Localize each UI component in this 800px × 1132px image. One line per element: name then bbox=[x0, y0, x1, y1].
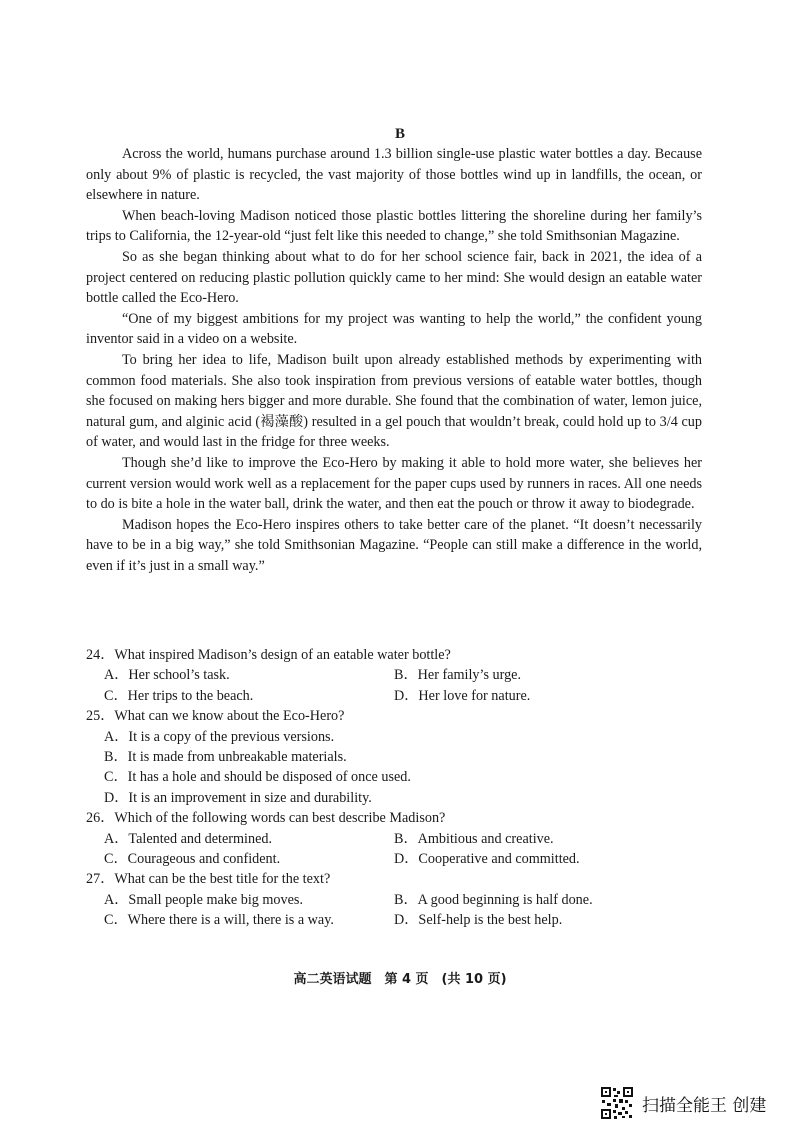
question-stem: 27．What can be the best title for the text? bbox=[86, 871, 331, 888]
passage-paragraph: So as she began thinking about what to do for her school science fair, back in 2021, the idea of a project centered on reducing plastic pollution quickly came to her mind: She would design an eatable water bottle called the Eco-Hero. bbox=[86, 248, 702, 307]
option-c[interactable]: C．Her trips to the beach. bbox=[104, 687, 254, 704]
option-group bbox=[86, 727, 702, 809]
question-25 bbox=[86, 706, 702, 808]
option-b[interactable]: B．Her family’s urge. bbox=[394, 667, 522, 684]
option-a[interactable]: A．Her school’s task. bbox=[104, 667, 230, 684]
question-stem: 25．What can we know about the Eco-Hero? bbox=[86, 708, 345, 725]
page-footer: 高二英语试题 第 4 页 (共 10 页) bbox=[293, 972, 507, 987]
passage-paragraph: To bring her idea to life, Madison built upon already established methods by experimenting with common food materials. She also took inspiration from previous versions of eatable water bottles, though she focused on making hers bigger and more durable. She found that the combination of water, lemon juice, natural gum, and alginic acid (褐藻酸) resulted in a gel pouch that wouldn’t break, could hold up to 3/4 cup of water, and would last in the fridge for three weeks. bbox=[86, 351, 702, 451]
watermark-text: 扫描全能王 创建 bbox=[642, 1095, 767, 1116]
option-a[interactable]: A．It is a copy of the previous versions. bbox=[104, 728, 335, 745]
passage-paragraph: When beach-loving Madison noticed those plastic bottles littering the shoreline during her family’s trips to California, the 12-year-old “just felt like this needed to change,” she told Smithsonian Magazine. bbox=[86, 207, 702, 245]
option-a[interactable]: A．Talented and determined. bbox=[104, 830, 273, 847]
question-26 bbox=[86, 808, 702, 869]
qr-code-icon bbox=[600, 1086, 634, 1120]
option-group bbox=[86, 829, 702, 870]
option-group bbox=[86, 890, 702, 931]
option-a[interactable]: A．Small people make big moves. bbox=[104, 891, 303, 908]
question-stem: 24．What inspired Madison’s design of an eatable water bottle? bbox=[86, 647, 451, 663]
option-b[interactable]: B．Ambitious and creative. bbox=[394, 830, 554, 847]
option-b[interactable]: B．A good beginning is half done. bbox=[394, 891, 593, 908]
option-d[interactable]: D．Self-help is the best help. bbox=[394, 912, 563, 929]
option-c[interactable]: C．Where there is a will, there is a way. bbox=[104, 912, 334, 929]
question-27 bbox=[86, 869, 702, 930]
question-list bbox=[86, 645, 702, 931]
passage-paragraph: Madison hopes the Eco-Hero inspires others to take better care of the planet. “It doesn’t necessarily have to be in a big way,” she told Smithsonian Magazine. “People can still make a difference in the world, even if it’s just in a small way.” bbox=[86, 516, 702, 574]
passage-paragraph: Though she’d like to improve the Eco-Hero by making it able to hold more water, she believes her current version would work well as a replacement for the paper cups used by runners in races. All one needs to do is bite a hole in the water ball, drink the water, and then eat the pouch or throw it away to biodegrade. bbox=[86, 454, 702, 513]
reading-passage bbox=[86, 144, 702, 576]
passage-paragraph: Across the world, humans purchase around 1.3 billion single-use plastic water bottles a day. Because only about 9% of plastic is recycled, the vast majority of those bottles wind up in landfills, the ocean, or elsewhere in nature. bbox=[86, 146, 702, 204]
section-title: B bbox=[394, 126, 405, 142]
option-c[interactable]: C．Courageous and confident. bbox=[104, 851, 281, 868]
question-24 bbox=[86, 645, 702, 706]
option-c[interactable]: C．It has a hole and should be disposed of once used. bbox=[104, 769, 411, 786]
option-d[interactable]: D．Her love for nature. bbox=[394, 687, 531, 704]
option-d[interactable]: D．It is an improvement in size and durability. bbox=[104, 789, 372, 806]
option-group bbox=[86, 665, 702, 706]
option-d[interactable]: D．Cooperative and committed. bbox=[394, 851, 580, 868]
scanner-watermark bbox=[600, 1086, 766, 1120]
question-stem: 26．Which of the following words can best describe Madison? bbox=[86, 810, 446, 827]
option-b[interactable]: B．It is made from unbreakable materials. bbox=[104, 749, 347, 766]
passage-paragraph: “One of my biggest ambitions for my project was wanting to help the world,” the confident young inventor said in a video on a website. bbox=[86, 310, 702, 348]
